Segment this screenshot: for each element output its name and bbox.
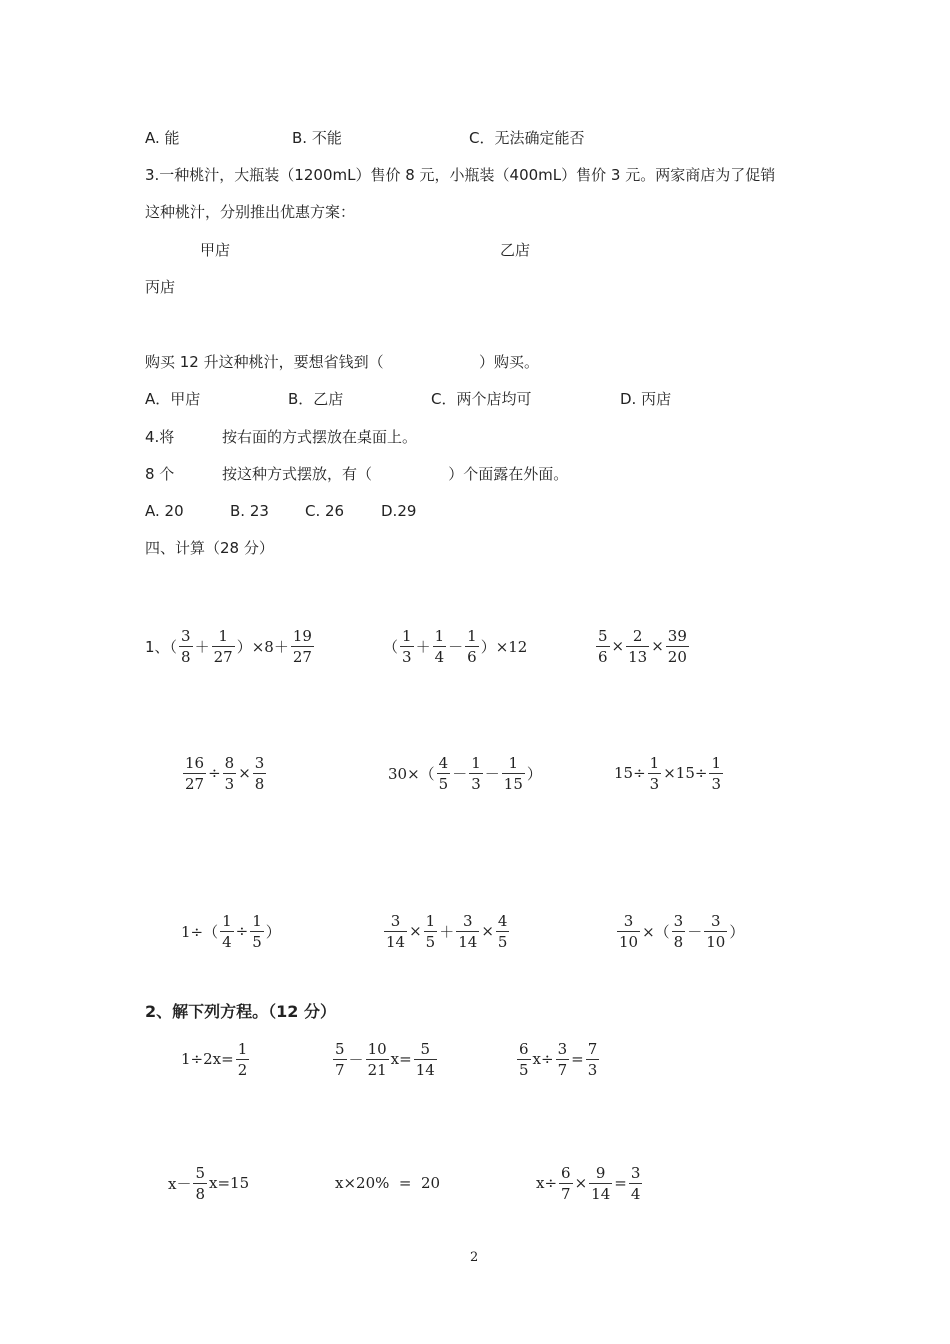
denominator: 14 [591, 1184, 611, 1203]
numerator: 1 [434, 626, 445, 645]
operator: × [651, 637, 664, 655]
text: x÷ [532, 1050, 554, 1068]
q4-line1: 4.将 按右面的方式摆放在桌面上。 [145, 428, 417, 446]
numerator: 3 [181, 626, 191, 645]
fraction [672, 911, 686, 952]
denominator: 3 [402, 647, 412, 666]
fraction [220, 911, 234, 952]
denominator: 7 [561, 1184, 571, 1203]
numerator: 2 [632, 626, 643, 645]
numerator: 5 [335, 1039, 345, 1058]
fraction [456, 911, 479, 952]
denominator: 3 [711, 774, 721, 793]
numerator: 1 [508, 753, 519, 772]
fraction [437, 753, 451, 794]
equation-1-1 [181, 1034, 251, 1084]
operator: － [687, 922, 703, 941]
q3-option-d: D. 丙店 [620, 390, 672, 408]
numerator: 3 [390, 911, 401, 930]
fraction [617, 911, 640, 952]
numerator: 3 [711, 911, 721, 930]
text: 1÷（ [181, 922, 219, 941]
denominator: 4 [222, 932, 232, 951]
denominator: 5 [438, 774, 449, 793]
calc-2-2 [388, 748, 542, 798]
denominator: 14 [386, 932, 406, 951]
denominator: 14 [415, 1060, 435, 1079]
fraction [629, 1163, 643, 1204]
fraction [556, 1039, 570, 1080]
operator: ＋ [415, 637, 431, 656]
operator: × [409, 922, 422, 940]
fraction [666, 626, 689, 667]
fraction [253, 753, 267, 794]
q4-line2: 8 个 按这种方式摆放，有（ ）个面露在外面。 [145, 465, 569, 483]
q3-option-a: A．甲店 [145, 390, 201, 408]
q3-option-b: B．乙店 [288, 390, 344, 408]
text: ×15÷ [663, 764, 708, 782]
numerator: 1 [218, 626, 228, 645]
numerator: 3 [623, 911, 634, 930]
fraction [384, 911, 407, 952]
numerator: 1 [649, 753, 660, 772]
fraction [291, 626, 314, 667]
q4-option-b: B. 23 [230, 502, 269, 520]
numerator: 4 [438, 753, 449, 772]
numerator: 1 [237, 1039, 248, 1058]
fraction [589, 1163, 612, 1204]
denominator: 7 [557, 1060, 568, 1079]
q3-text-line2: 这种桃汁，分别推出优惠方案： [145, 203, 356, 221]
text: x×20% = 20 [335, 1174, 441, 1192]
equations-heading: 2、解下列方程。（12 分） [145, 1002, 336, 1021]
numerator: 4 [497, 911, 508, 930]
text: （ [383, 637, 399, 656]
fraction [183, 753, 206, 794]
numerator: 19 [292, 626, 312, 645]
equation-2-3 [536, 1158, 644, 1208]
fraction [465, 626, 479, 667]
q3-text-line1: 3.一种桃汁，大瓶装（1200mL）售价 8 元，小瓶装（400mL）售价 3 元。两家商店为了促销 [145, 166, 776, 184]
section4-heading: 四、计算（28 分） [145, 539, 274, 557]
denominator: 3 [649, 774, 660, 793]
denominator: 3 [224, 774, 235, 793]
denominator: 6 [467, 647, 477, 666]
numerator: 1 [471, 753, 481, 772]
text: x= [390, 1050, 412, 1068]
fraction [179, 626, 193, 667]
equation-1-3 [515, 1034, 601, 1084]
denominator: 27 [213, 647, 233, 666]
q4-option-c: C. 26 [305, 502, 345, 520]
text: 1、（ [145, 637, 178, 656]
numerator: 5 [598, 626, 608, 645]
numerator: 9 [595, 1163, 606, 1182]
calc-3-1 [181, 906, 281, 956]
fraction [586, 1039, 600, 1080]
denominator: 3 [587, 1060, 598, 1079]
numerator: 1 [222, 911, 232, 930]
operator: － [448, 637, 464, 656]
equation-1-2 [331, 1034, 439, 1084]
operator: ＋ [194, 637, 210, 656]
denominator: 3 [471, 774, 481, 793]
operator: － [452, 764, 468, 783]
denominator: 6 [598, 647, 608, 666]
numerator: 6 [561, 1163, 571, 1182]
operator: × [481, 922, 494, 940]
fraction [250, 911, 264, 952]
calc-1-2 [383, 621, 527, 671]
denominator: 27 [185, 774, 205, 793]
q3-question: 购买 12 升这种桃汁，要想省钱到（ ）购买。 [145, 353, 539, 371]
fraction [193, 1163, 207, 1204]
denominator: 27 [292, 647, 312, 666]
numerator: 3 [557, 1039, 568, 1058]
q3-option-c: C．两个店均可 [431, 390, 532, 408]
denominator: 7 [335, 1060, 345, 1079]
text: x－ [168, 1174, 192, 1193]
page-number: 2 [470, 1250, 479, 1265]
fraction [366, 1039, 389, 1080]
fraction [648, 753, 662, 794]
fraction [469, 753, 483, 794]
operator: = [571, 1050, 584, 1068]
numerator: 5 [195, 1163, 206, 1182]
calc-2-1 [181, 748, 268, 798]
numerator: 1 [425, 911, 436, 930]
denominator: 5 [252, 932, 262, 951]
calc-2-3 [614, 748, 725, 798]
text: ）×12 [480, 637, 528, 656]
text: 15÷ [614, 764, 646, 782]
q3-shop-b: 乙店 [500, 241, 531, 259]
calc-1-1 [145, 621, 316, 671]
fraction [496, 911, 510, 952]
fraction [596, 626, 610, 667]
operator: = [614, 1174, 627, 1192]
numerator: 3 [630, 1163, 641, 1182]
operator: ÷ [235, 922, 249, 940]
q2-option-c: C．无法确定能否 [469, 129, 585, 147]
q4-option-a: A. 20 [145, 502, 184, 520]
denominator: 14 [458, 932, 478, 951]
numerator: 16 [185, 753, 205, 772]
text: ） [729, 922, 745, 941]
fraction [333, 1039, 347, 1080]
denominator: 10 [706, 932, 726, 951]
q3-shop-a: 甲店 [200, 241, 231, 259]
text: ×（ [642, 922, 670, 941]
operator: － [348, 1050, 364, 1069]
q2-option-b: B. 不能 [292, 129, 342, 147]
text: ） [526, 764, 542, 783]
fraction [704, 911, 727, 952]
denominator: 21 [367, 1060, 387, 1079]
fraction [212, 626, 235, 667]
calc-3-3 [615, 906, 744, 956]
numerator: 3 [254, 753, 265, 772]
operator: × [611, 637, 625, 655]
denominator: 20 [667, 647, 687, 666]
numerator: 8 [224, 753, 235, 772]
denominator: 15 [503, 774, 523, 793]
equation-2-1 [168, 1158, 249, 1208]
numerator: 7 [587, 1039, 598, 1058]
operator: － [484, 764, 500, 783]
denominator: 8 [673, 932, 684, 951]
numerator: 1 [467, 626, 477, 645]
fraction [626, 626, 649, 667]
denominator: 5 [497, 932, 508, 951]
numerator: 5 [420, 1039, 430, 1058]
operator: × [238, 764, 251, 782]
text: x÷ [536, 1174, 558, 1192]
denominator: 2 [237, 1060, 248, 1079]
denominator: 8 [181, 647, 191, 666]
denominator: 8 [254, 774, 265, 793]
numerator: 39 [667, 626, 687, 645]
operator: × [574, 1174, 588, 1192]
q3-shop-c: 丙店 [145, 278, 176, 296]
calc-3-2 [382, 906, 511, 956]
fraction [709, 753, 723, 794]
operator: ÷ [208, 764, 221, 782]
numerator: 3 [673, 911, 684, 930]
numerator: 10 [367, 1039, 387, 1058]
fraction [223, 753, 237, 794]
fraction [400, 626, 414, 667]
denominator: 4 [630, 1184, 641, 1203]
fraction [424, 911, 438, 952]
fraction [502, 753, 525, 794]
fraction [517, 1039, 531, 1080]
fraction [236, 1039, 250, 1080]
fraction [559, 1163, 573, 1204]
text: 30×（ [388, 764, 435, 783]
operator: ＋ [439, 922, 455, 941]
denominator: 10 [619, 932, 639, 951]
text: 1÷2x= [181, 1050, 234, 1068]
numerator: 6 [519, 1039, 529, 1058]
numerator: 3 [463, 911, 473, 930]
calc-1-3 [594, 621, 691, 671]
text: ）×8＋ [236, 637, 289, 656]
denominator: 5 [519, 1060, 529, 1079]
fraction [433, 626, 447, 667]
denominator: 5 [425, 932, 436, 951]
numerator: 1 [402, 626, 412, 645]
text: x=15 [209, 1174, 250, 1192]
numerator: 1 [252, 911, 262, 930]
denominator: 13 [628, 647, 648, 666]
numerator: 1 [711, 753, 721, 772]
denominator: 8 [195, 1184, 206, 1203]
fraction [414, 1039, 437, 1080]
equation-2-2 [335, 1158, 440, 1208]
text: ） [265, 922, 281, 941]
q4-option-d: D.29 [381, 502, 417, 520]
denominator: 4 [434, 647, 445, 666]
q2-option-a: A. 能 [145, 129, 180, 147]
